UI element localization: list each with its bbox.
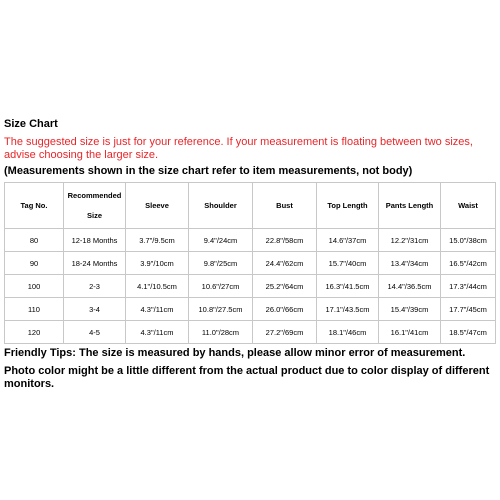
header-recommended-size: Recommended Size bbox=[64, 183, 126, 229]
cell-shoulder: 9.8"/25cm bbox=[189, 252, 253, 275]
cell-tag-no: 100 bbox=[5, 275, 64, 298]
photo-color-note: Photo color might be a little different from the actual product due to color display of different monitors. bbox=[4, 365, 490, 390]
cell-sleeve: 3.7"/9.5cm bbox=[126, 229, 189, 252]
cell-pants-length: 16.1"/41cm bbox=[379, 321, 441, 344]
cell-top-length: 17.1"/43.5cm bbox=[317, 298, 379, 321]
table-row bbox=[5, 275, 496, 298]
cell-top-length: 14.6"/37cm bbox=[317, 229, 379, 252]
cell-pants-length: 15.4"/39cm bbox=[379, 298, 441, 321]
cell-waist: 17.3"/44cm bbox=[441, 275, 496, 298]
cell-sleeve: 4.3"/11cm bbox=[126, 298, 189, 321]
cell-sleeve: 3.9"/10cm bbox=[126, 252, 189, 275]
cell-bust: 26.0"/66cm bbox=[253, 298, 317, 321]
cell-pants-length: 14.4"/36.5cm bbox=[379, 275, 441, 298]
cell-shoulder: 9.4"/24cm bbox=[189, 229, 253, 252]
cell-top-length: 16.3"/41.5cm bbox=[317, 275, 379, 298]
cell-waist: 16.5"/42cm bbox=[441, 252, 496, 275]
cell-sleeve: 4.1"/10.5cm bbox=[126, 275, 189, 298]
table-header-row bbox=[5, 183, 496, 229]
measurement-note: (Measurements shown in the size chart refer to item measurements, not body) bbox=[4, 165, 413, 177]
cell-shoulder: 11.0"/28cm bbox=[189, 321, 253, 344]
size-table bbox=[4, 182, 496, 344]
table-row bbox=[5, 321, 496, 344]
header-waist: Waist bbox=[441, 183, 496, 229]
header-sleeve: Sleeve bbox=[126, 183, 189, 229]
table-row bbox=[5, 252, 496, 275]
cell-recommended-size: 3-4 bbox=[64, 298, 126, 321]
header-shoulder: Shoulder bbox=[189, 183, 253, 229]
header-bust: Bust bbox=[253, 183, 317, 229]
cell-recommended-size: 4-5 bbox=[64, 321, 126, 344]
friendly-tips: Friendly Tips: The size is measured by hands, please allow minor error of measurement. bbox=[4, 347, 466, 359]
cell-recommended-size: 2-3 bbox=[64, 275, 126, 298]
size-advice-note: The suggested size is just for your reference. If your measurement is floating between two sizes, advise choosing the larger size. bbox=[4, 136, 473, 161]
size-chart-title: Size Chart bbox=[4, 118, 58, 130]
cell-top-length: 18.1"/46cm bbox=[317, 321, 379, 344]
cell-bust: 24.4"/62cm bbox=[253, 252, 317, 275]
header-pants-length: Pants Length bbox=[379, 183, 441, 229]
cell-pants-length: 12.2"/31cm bbox=[379, 229, 441, 252]
cell-bust: 27.2"/69cm bbox=[253, 321, 317, 344]
cell-sleeve: 4.3"/11cm bbox=[126, 321, 189, 344]
cell-tag-no: 110 bbox=[5, 298, 64, 321]
table-row bbox=[5, 229, 496, 252]
cell-pants-length: 13.4"/34cm bbox=[379, 252, 441, 275]
header-tag-no: Tag No. bbox=[5, 183, 64, 229]
cell-bust: 22.8"/58cm bbox=[253, 229, 317, 252]
header-top-length: Top Length bbox=[317, 183, 379, 229]
cell-tag-no: 90 bbox=[5, 252, 64, 275]
cell-tag-no: 120 bbox=[5, 321, 64, 344]
table-row bbox=[5, 298, 496, 321]
cell-tag-no: 80 bbox=[5, 229, 64, 252]
cell-top-length: 15.7"/40cm bbox=[317, 252, 379, 275]
cell-waist: 15.0"/38cm bbox=[441, 229, 496, 252]
cell-waist: 18.5"/47cm bbox=[441, 321, 496, 344]
cell-shoulder: 10.6"/27cm bbox=[189, 275, 253, 298]
cell-recommended-size: 18-24 Months bbox=[64, 252, 126, 275]
cell-bust: 25.2"/64cm bbox=[253, 275, 317, 298]
cell-waist: 17.7"/45cm bbox=[441, 298, 496, 321]
cell-shoulder: 10.8"/27.5cm bbox=[189, 298, 253, 321]
cell-recommended-size: 12-18 Months bbox=[64, 229, 126, 252]
